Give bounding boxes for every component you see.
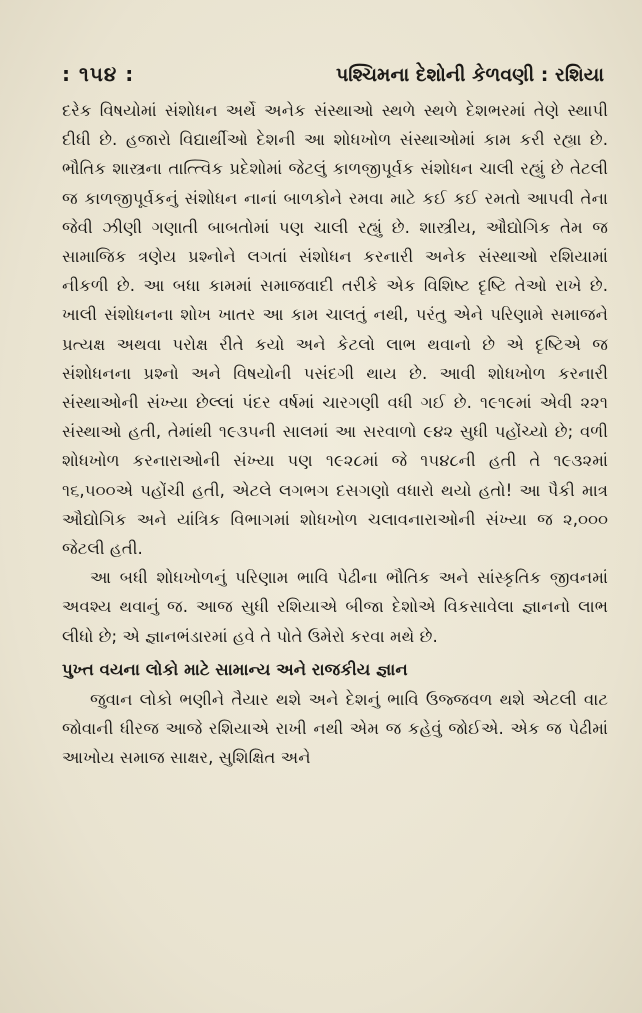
page-body: [62, 96, 608, 772]
page-number: : ૧૫૪ :: [62, 62, 135, 86]
section-heading: પુખ્ત વયના લોકો માટે સામાન્ય અને રાજકીય જ્ઞાન: [62, 659, 408, 679]
paragraph-research-institutes: દરેક વિષયોમાં સંશોધન અર્થે અનેક સંસ્થાઓ સ્થળે સ્થળે દેશભરમાં તેણે સ્થાપી દીધી છે. હજારો વિદ્યાર્થીઓ દેશની આ શોધખોળ સંસ્થાઓમાં કામ કરી રહ્યા છે. ભૌતિક શાસ્ત્રના તાત્ત્વિક પ્રદેશોમાં જેટલું કાળજીપૂર્વક સંશોધન ચાલી રહ્યું છે તેટલી જ કાળજીપૂર્વકનું સંશોધન નાનાં બાળકોને રમવા માટે કઈ કઈ રમતો આપવી તેના જેવી ઝીણી ગણાતી બાબતોમાં પણ ચાલી રહ્યું છે. શાસ્ત્રીય, ઔદ્યોગિક તેમ જ સામાજિક ત્રણેય પ્રશ્નોને લગતાં સંશોધન કરનારી અનેક સંસ્થાઓ રશિયામાં નીકળી છે. આ બધા કામમાં સમાજવાદી તરીકે એક વિશિષ્ટ દૃષ્ટિ તેઓ રાખે છે. ખાલી સંશોધનના શોખ ખાતર આ કામ ચાલતું નથી, પરંતુ એને પરિણામે સમાજને પ્રત્યક્ષ અથવા પરોક્ષ રીતે કયો અને કેટલો લાભ થવાનો છે એ દૃષ્ટિએ જ સંશોધનના પ્રશ્નો અને વિષયોની પસંદગી થાય છે. આવી શોધખોળ કરનારી સંસ્થાઓની સંખ્યા છેલ્લાં પંદર વર્ષમાં ચારગણી વધી ગઈ છે. ૧૯૧૯માં એવી ૨૨૧ સંસ્થાઓ હતી, તેમાંથી ૧૯૩૫ની સાલમાં આ સરવાળો ૯૪૨ સુધી પહોંચ્યો છે; વળી શોધખોળ કરનારાઓની સંખ્યા પણ ૧૯૨૮માં જે ૧૫૪૮ની હતી તે ૧૯૩૨માં ૧૬,૫૦૦એ પહોંચી હતી, એટલે લગભગ દસગણો વધારો થયો હતો! આ પૈકી માત્ર ઔદ્યોગિક અને યાંત્રિક વિભાગમાં શોધખોળ ચલાવનારાઓની સંખ્યા જ ૨,૦૦૦ જેટલી હતી.: [62, 101, 608, 559]
running-title: પશ્ચિમના દેશોની કેળવણી : રશિયા: [335, 64, 604, 86]
running-header: [62, 62, 608, 86]
paragraph-research-outcome: આ બધી શોધખોળનું પરિણામ ભાવિ પેઢીના ભૌતિક અને સાંસ્કૃતિક જીવનમાં અવશ્ય થવાનું જ. આજ સુધી રશિયાએ બીજા દેશોએ વિકસાવેલા જ્ઞાનનો લાભ લીધો છે; એ જ્ઞાનભંડારમાં હવે તે પોતે ઉમેરો કરવા મથે છે.: [62, 568, 608, 646]
paragraph-adult-education: જુવાન લોકો ભણીને તૈયાર થશે અને દેશનું ભાવિ ઉજ્જવળ થશે એટલી વાટ જોવાની ધીરજ આજે રશિયાએ રાખી નથી એમ જ કહેવું જોઈએ. એક જ પેઢીમાં આખોય સમાજ સાક્ષર, સુશિક્ષિત અને: [62, 689, 608, 768]
